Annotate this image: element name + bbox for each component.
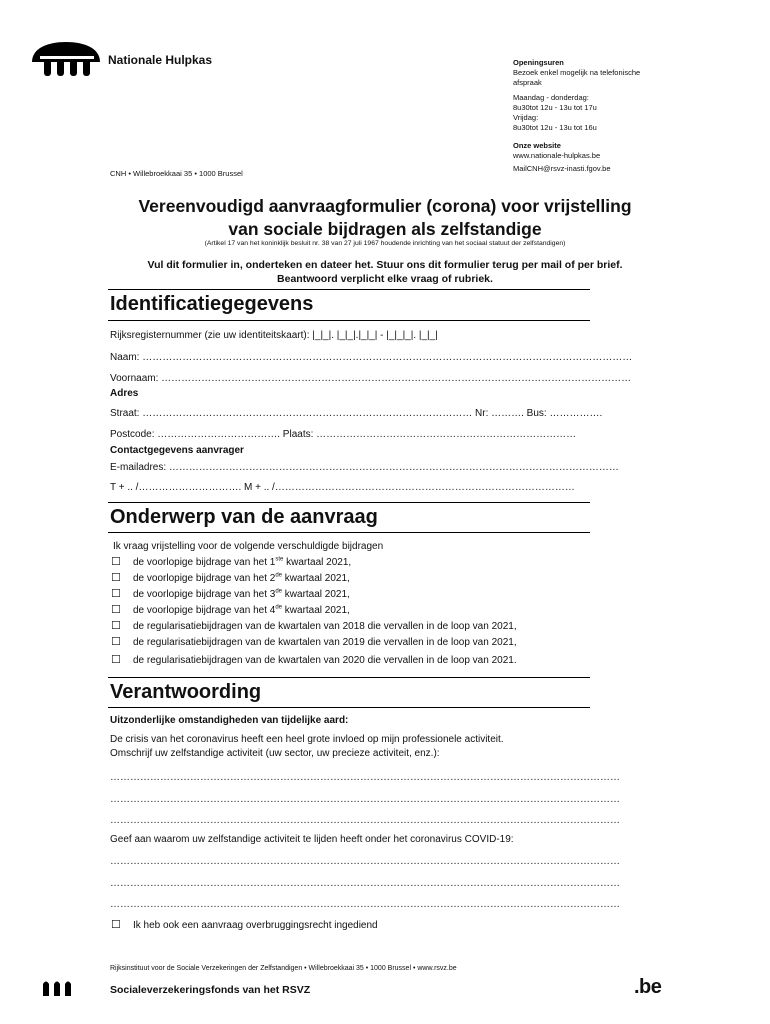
contribution-option-label	[133, 605, 350, 616]
be-logo: .be	[634, 976, 662, 998]
contribution-option-label	[133, 655, 517, 666]
contribution-checkbox[interactable]: ☐	[111, 572, 121, 584]
contribution-option-label	[133, 573, 350, 584]
section-rule	[108, 707, 590, 708]
email-field[interactable]: E-mailadres: ………………………………………………………………………………………………………………………	[110, 462, 619, 473]
option-text: de regularisatiebijdragen van de kwartalen van 2020 die vervallen in de loop van 2021.	[133, 655, 517, 666]
option-text: kwartaal 2021,	[282, 605, 350, 616]
option-text: kwartaal 2021,	[282, 589, 350, 600]
firstname-field[interactable]: Voornaam: ……………………………………………………………………………………………………………………………	[110, 373, 632, 384]
instruction-line2: Beantwoord verplicht elke vraag of rubriek.	[277, 273, 493, 285]
institute-line: Rijksinstituut voor de Sociale Verzekeringen der Zelfstandigen • Willebroekkaai 35 • 1000 Brussel • www.rsvz.be	[110, 965, 457, 972]
subject-intro: Ik vraag vrijstelling voor de volgende verschuldigde bijdragen	[113, 541, 384, 552]
ordinal-suffix: de	[275, 604, 283, 611]
covid-answer-line[interactable]: ………………………………………………………………………………………………………………………………………	[110, 856, 620, 867]
covid-answer-line[interactable]: ………………………………………………………………………………………………………………………………………	[110, 878, 620, 889]
option-text: de regularisatiebijdragen van de kwartalen van 2019 die vervallen in de loop van 2021,	[133, 637, 517, 648]
fri-hours: 8u30tot 12u - 13u tot 16u	[513, 123, 597, 132]
contribution-option-label	[133, 589, 350, 600]
option-text: de regularisatiebijdragen van de kwartalen van 2018 die vervallen in de loop van 2021,	[133, 621, 517, 632]
opening-hours-block	[513, 58, 640, 174]
covid-answer-line[interactable]: ………………………………………………………………………………………………………………………………………	[110, 899, 620, 910]
postcode-field[interactable]: Postcode: ………………………………. Plaats: ……………………………………………………………………	[110, 429, 577, 440]
email-link[interactable]: MailCNH@rsvz-inasti.fgov.be	[513, 164, 611, 173]
rsvz-logo	[42, 978, 72, 996]
justification-subheading: Uitzonderlijke omstandigheden van tijdelijke aard:	[110, 715, 349, 726]
section-rule	[108, 532, 590, 533]
activity-answer-line[interactable]: ………………………………………………………………………………………………………………………………………	[110, 794, 620, 805]
bridging-checkbox[interactable]: ☐	[111, 919, 121, 931]
opening-line2: afspraak	[513, 78, 542, 87]
covid-question: Geef aan waarom uw zelfstandige activiteit te lijden heeft onder het coronavirus COVID-19:	[110, 834, 514, 845]
section-rule	[108, 677, 590, 678]
contribution-option-label	[133, 637, 517, 648]
section-rule	[108, 502, 590, 503]
website-title: Onze website	[513, 141, 561, 150]
option-text: de voorlopige bijdrage van het 4	[133, 605, 276, 616]
subject-heading: Onderwerp van de aanvraag	[110, 506, 378, 528]
justification-p2: Omschrijf uw zelfstandige activiteit (uw sector, uw precieze activiteit, enz.):	[110, 748, 440, 759]
option-text: kwartaal 2021,	[283, 557, 352, 568]
contribution-checkbox[interactable]: ☐	[111, 654, 121, 666]
address-label: Adres	[110, 388, 139, 399]
contribution-option-label	[133, 557, 351, 568]
instruction-line1: Vul dit formulier in, onderteken en dateer het. Stuur ons dit formulier terug per mail of per brief.	[147, 259, 623, 271]
bridging-label: Ik heb ook een aanvraag overbruggingsrecht ingediend	[133, 920, 378, 931]
contribution-option-label	[133, 621, 517, 632]
street-field[interactable]: Straat: ……………………………………………………………………………………… Nr: ………. Bus: …………….	[110, 408, 603, 419]
fri-label: Vrijdag:	[513, 113, 539, 122]
section-rule	[108, 320, 590, 321]
activity-answer-line[interactable]: ………………………………………………………………………………………………………………………………………	[110, 772, 620, 783]
section-rule	[108, 289, 590, 290]
option-text: kwartaal 2021,	[282, 573, 350, 584]
contact-label: Contactgegevens aanvrager	[110, 445, 244, 456]
ordinal-suffix: ste	[275, 556, 284, 563]
contribution-checkbox[interactable]: ☐	[111, 604, 121, 616]
justification-heading: Verantwoording	[110, 681, 262, 703]
contribution-checkbox[interactable]: ☐	[111, 636, 121, 648]
option-text: de voorlopige bijdrage van het 2	[133, 573, 276, 584]
identification-heading: Identificatiegegevens	[110, 293, 314, 315]
form-title-line1: Vereenvoudigd aanvraagformulier (corona) voor vrijstelling	[138, 196, 632, 216]
legal-note: (Artikel 17 van het koninklijk besluit nr. 38 van 27 juli 1967 houdende inrichting van het sociaal statuut der zelfstandigen)	[204, 240, 566, 247]
form-title-line2: van sociale bijdragen als zelfstandige	[228, 219, 542, 239]
contribution-checkbox[interactable]: ☐	[111, 588, 121, 600]
ordinal-suffix: de	[275, 588, 283, 595]
opening-title: Openingsuren	[513, 58, 564, 67]
office-address: CNH • Willebroekkaai 35 • 1000 Brussel	[110, 169, 243, 178]
activity-answer-line[interactable]: ………………………………………………………………………………………………………………………………………	[110, 815, 620, 826]
rrn-field[interactable]: Rijksregisternummer (zie uw identiteitskaart): |_|_|. |_|_|.|_|_| - |_|_|_|. |_|_|	[110, 330, 438, 341]
option-text: de voorlopige bijdrage van het 3	[133, 589, 276, 600]
brand-name: Nationale Hulpkas	[108, 53, 213, 67]
mon-thu-hours: 8u30tot 12u - 13u tot 17u	[513, 103, 597, 112]
justification-p1: De crisis van het coronavirus heeft een heel grote invloed op mijn professionele activiteit.	[110, 734, 504, 745]
option-text: de voorlopige bijdrage van het 1	[133, 557, 276, 568]
website-link[interactable]: www.nationale-hulpkas.be	[513, 151, 601, 160]
name-field[interactable]: Naam: …………………………………………………………………………………………………………………………………	[110, 352, 633, 363]
ordinal-suffix: de	[275, 572, 283, 579]
contribution-checkbox[interactable]: ☐	[111, 620, 121, 632]
nationale-hulpkas-logo	[30, 40, 102, 80]
fund-name: Socialeverzekeringsfonds van het RSVZ	[110, 984, 311, 996]
mon-thu-label: Maandag - donderdag:	[513, 93, 589, 102]
opening-line1: Bezoek enkel mogelijk na telefonische	[513, 68, 641, 77]
contribution-checkbox[interactable]: ☐	[111, 556, 121, 568]
phone-field[interactable]: T + .. /…………………………. M + .. /………………………………………………………………………………	[110, 482, 575, 493]
